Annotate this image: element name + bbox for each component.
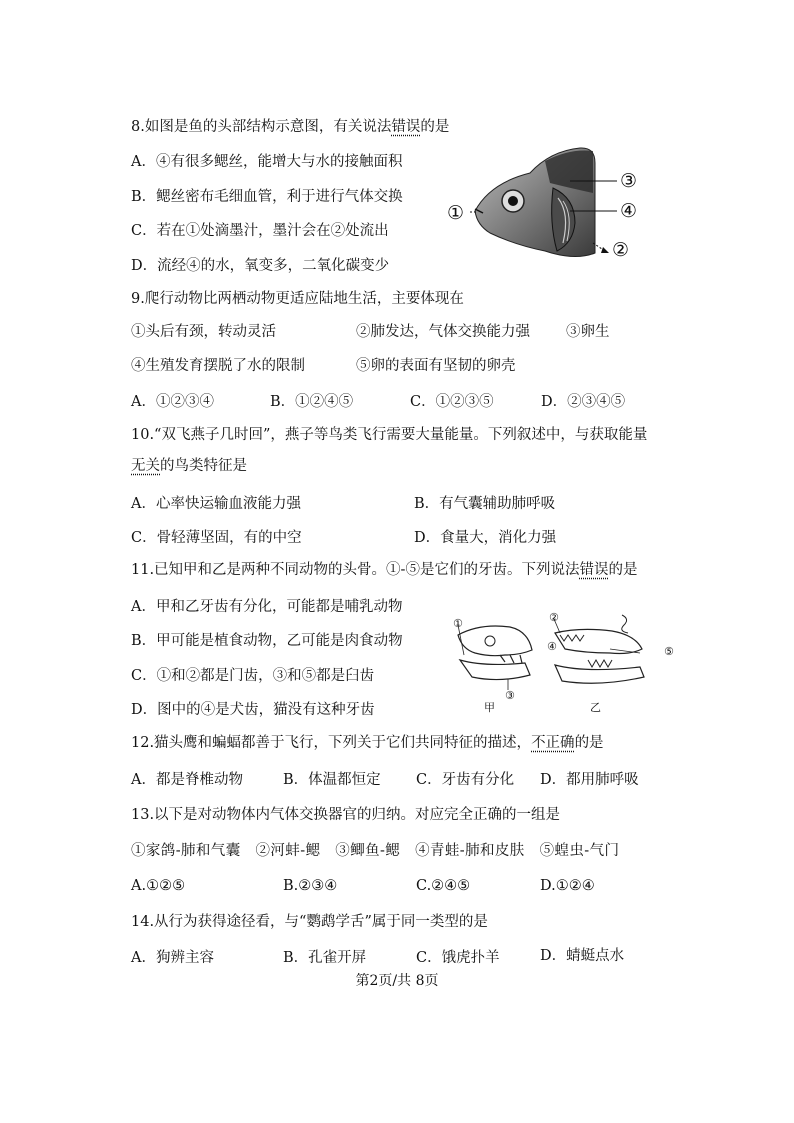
q8-stem-emphasis: 错误	[391, 119, 421, 135]
q11-option-a: A．甲和乙牙齿有分化，可能都是哺乳动物	[131, 599, 403, 615]
q9-item-2: ②肺发达，气体交换能力强	[356, 324, 530, 340]
q10-option-d: D．食量大，消化力强	[414, 530, 557, 546]
skull-label-2: ②	[549, 611, 559, 624]
fish-label-2: ②	[612, 239, 630, 261]
q11-option-d: D．图中的④是犬齿，猫没有这种牙齿	[131, 702, 375, 718]
q13-option-a: A.①②⑤	[131, 878, 186, 894]
page-footer: 第2页/共 8页	[355, 973, 439, 989]
q13-option-d: D.①②④	[540, 878, 595, 894]
q9-option-a: A．①②③④	[131, 394, 214, 410]
q8-option-a: A．④有很多鳃丝，能增大与水的接触面积	[131, 154, 403, 170]
q9-item-5: ⑤卵的表面有坚韧的卵壳	[356, 358, 516, 374]
q12-stem	[131, 733, 604, 753]
q11-stem-text: 11.已知甲和乙是两种不同动物的头骨。①-⑤是它们的牙齿。下列说法	[131, 562, 580, 578]
q11-stem	[131, 560, 637, 580]
q13-option-b: B.②③④	[283, 878, 338, 894]
skull-jia-figure	[450, 615, 540, 705]
q12-stem-tail: 的是	[574, 735, 604, 751]
q13-stem: 13.以下是对动物体内气体交换器官的归纳。对应完全正确的一组是	[131, 807, 561, 823]
q11-option-c: C．①和②都是门齿，③和⑤都是臼齿	[131, 668, 375, 684]
q8-option-b: B．鳃丝密布毛细血管，利于进行气体交换	[131, 189, 403, 205]
q14-stem: 14.从行为获得途径看，与“鹦鹉学舌”属于同一类型的是	[131, 914, 488, 930]
fish-label-4: ④	[620, 200, 638, 222]
q13-option-c: C.②④⑤	[416, 878, 471, 894]
q14-option-c: C．饿虎扑羊	[416, 950, 500, 966]
q11-stem-tail: 的是	[608, 562, 638, 578]
q9-item-1: ①头后有颈，转动灵活	[131, 324, 276, 340]
q10-stem-line1: 10.“双飞燕子几时回”，燕子等鸟类飞行需要大量能量。下列叙述中，与获取能量	[131, 427, 648, 443]
q11-option-b: B．甲可能是植食动物，乙可能是肉食动物	[131, 633, 403, 649]
fish-label-3: ③	[620, 170, 638, 192]
q12-option-d: D．都用肺呼吸	[540, 772, 639, 788]
q10-stem-line2	[131, 456, 247, 476]
q12-stem-emphasis: 不正确	[531, 735, 575, 751]
skull-label-1: ①	[453, 617, 463, 630]
q11-stem-emphasis: 错误	[579, 562, 609, 578]
q8-stem-text: 8.如图是鱼的头部结构示意图，有关说法	[131, 119, 392, 135]
skull-label-4: ④	[547, 640, 557, 653]
q14-option-d: D．蜻蜓点水	[540, 948, 625, 964]
q8-option-d: D．流经④的水，氧变多，二氧化碳变少	[131, 258, 390, 274]
skull-label-5: ⑤	[664, 645, 674, 658]
q9-option-b: B．①②④⑤	[270, 394, 354, 410]
q12-option-b: B．体温都恒定	[283, 772, 381, 788]
q12-option-c: C．牙齿有分化	[416, 772, 515, 788]
q9-item-3: ③卵生	[566, 324, 610, 340]
q10-stem-tail: 的鸟类特征是	[160, 458, 247, 474]
q9-stem: 9.爬行动物比两栖动物更适应陆地生活，主要体现在	[131, 291, 464, 307]
q9-option-d: D．②③④⑤	[541, 394, 626, 410]
q8-option-c: C．若在①处滴墨汁，墨汁会在②处流出	[131, 223, 389, 239]
q13-items: ①家鸽-肺和气囊 ②河蚌-鳃 ③鲫鱼-鳃 ④青蛙-肺和皮肤 ⑤蝗虫-气门	[131, 843, 620, 859]
q10-option-a: A．心率快运输血液能力强	[131, 496, 301, 512]
q12-option-a: A．都是脊椎动物	[131, 772, 243, 788]
q14-option-a: A．狗辨主容	[131, 950, 214, 966]
q14-option-b: B．孔雀开屏	[283, 950, 367, 966]
skull-label-3: ③	[505, 689, 515, 702]
skull-yi-label: 乙	[590, 701, 601, 714]
q8-stem-tail: 的是	[420, 119, 450, 135]
q10-option-c: C．骨轻薄坚固，有的中空	[131, 530, 302, 546]
q10-option-b: B．有气囊辅助肺呼吸	[414, 496, 556, 512]
skull-jia-label: 甲	[484, 701, 495, 714]
q12-stem-text: 12.猫头鹰和蝙蝠都善于飞行，下列关于它们共同特征的描述，	[131, 735, 532, 751]
q8-stem	[131, 117, 449, 137]
q9-item-4: ④生殖发育摆脱了水的限制	[131, 358, 305, 374]
q10-stem-emphasis: 无关	[131, 458, 160, 474]
fish-label-1: ①	[447, 202, 465, 224]
q9-option-c: C．①②③⑤	[410, 394, 494, 410]
